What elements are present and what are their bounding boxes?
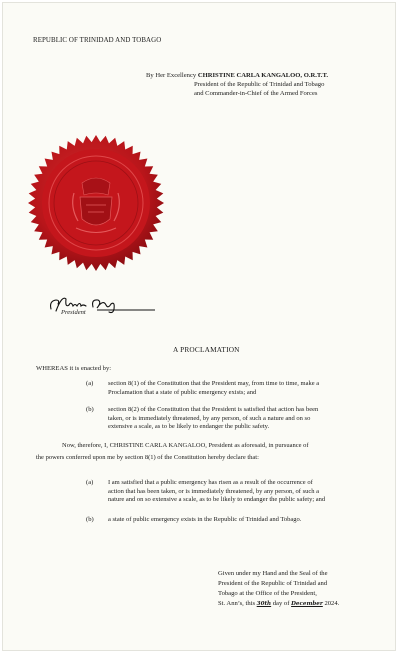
clause-label-b2: (b): [86, 516, 94, 523]
clause-label-b1: (b): [86, 406, 94, 413]
by-prefix: By Her Excellency: [146, 72, 198, 79]
commander-line: and Commander-in-Chief of the Armed Forces: [194, 90, 318, 97]
clause-line: extensive a scale, as to be likely to endanger the public safety.: [108, 423, 270, 431]
clause-a1-text: [108, 380, 364, 397]
signature-caption: President: [61, 309, 86, 316]
clause-line: action that has been taken, or is immediately threatened, by any person, of such a: [108, 487, 319, 495]
by-excellency-line: [146, 72, 328, 80]
now-therefore-line2: the powers conferred upon me by section 8(1) of the Constitution hereby declare that:: [36, 454, 259, 461]
given-line-2: President of the Republic of Trinidad and: [218, 580, 328, 587]
clause-line: section 8(2) of the Constitution that the President is satisfied that action has been: [108, 406, 319, 413]
clause-line: I am satisfied that a public emergency has risen as a result of the occurrence of: [108, 479, 313, 486]
clause-b1-text: [108, 406, 364, 432]
clause-label-a1: (a): [86, 380, 94, 387]
clause-line: Proclamation that a state of public emergency exists; and: [108, 388, 257, 396]
given-prefix: St. Ann’s, this: [218, 600, 257, 607]
now-therefore-line1: Now, therefore, I, CHRISTINE CARLA KANGALOO, President as aforesaid, in pursuance of: [62, 442, 309, 449]
clause-line: nature and on so extensive a scale, as to be likely to endanger the public safety; and: [108, 496, 326, 504]
clause-a2-text: [108, 479, 364, 505]
given-line-1: Given under my Hand and the Seal of the: [218, 570, 328, 577]
clause-b2-text: a state of public emergency exists in the Republic of Trinidad and Tobago.: [108, 516, 302, 523]
handwritten-month: December: [291, 601, 323, 607]
president-name: CHRISTINE CARLA KANGALOO, O.R.T.T.: [197, 72, 329, 79]
given-line-3: Tobago at the Office of the President,: [218, 590, 317, 597]
whereas-clause: WHEREAS it is enacted by:: [36, 365, 112, 372]
proclamation-document: [2, 2, 396, 651]
proclamation-title: A PROCLAMATION: [173, 345, 240, 354]
given-line-4: [218, 600, 339, 608]
handwritten-day: 30th: [256, 601, 272, 607]
president-title-line: President of the Republic of Trinidad and Tobago: [194, 81, 325, 88]
given-mid: day of: [271, 600, 292, 607]
clause-line: taken, or is immediately threatened, by any person, of such a nature and on so: [108, 414, 311, 422]
president-signature-icon: [47, 291, 159, 323]
given-suffix: 2024.: [322, 600, 340, 607]
document-header: REPUBLIC OF TRINIDAD AND TOBAGO: [33, 37, 162, 44]
clause-line: section 8(1) of the Constitution that the President may, from time to time, make a: [108, 380, 320, 387]
red-wax-seal-icon: [26, 133, 166, 273]
clause-label-a2: (a): [86, 479, 94, 486]
